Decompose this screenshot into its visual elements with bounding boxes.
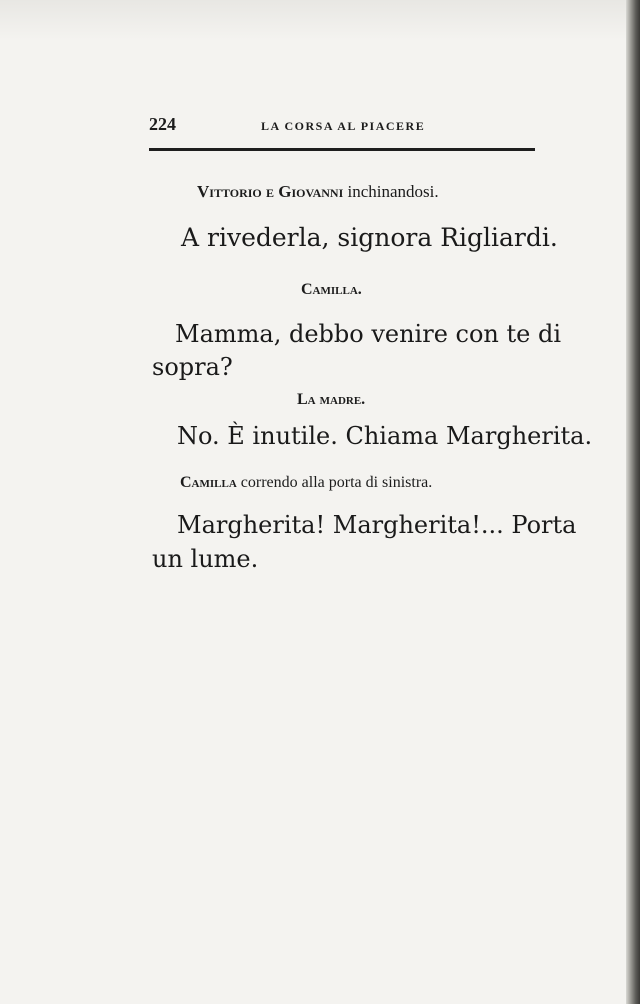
running-title: LA CORSA AL PIACERE [261,119,426,133]
stage-direction: inchinandosi. [343,182,439,201]
speaker-vittorio-giovanni [197,182,439,202]
dialogue-line-continued: sopra? [152,353,233,381]
scan-shadow-top [0,0,640,40]
page-header [149,114,535,138]
speaker-name: Vittorio e Giovanni [197,182,344,201]
speaker-la-madre [297,391,365,409]
dialogue-line-continued: un lume. [152,545,259,573]
scan-shadow-right [626,0,640,1004]
dialogue-line: No. È inutile. Chiama Margherita. [177,422,593,450]
stage-direction: correndo alla porta di sinistra. [236,474,433,491]
dialogue-line: Mamma, debbo venire con te di [175,320,562,348]
page-number: 224 [149,114,176,134]
speaker-name: Camilla [180,474,237,491]
header-rule [149,148,535,151]
dialogue-line: A rivederla, signora Rigliardi. [181,223,558,252]
dialogue-line: Margherita! Margherita!... Porta [177,511,577,539]
speaker-camilla [301,281,362,299]
speaker-camilla [180,474,432,492]
speaker-name: La madre. [297,391,366,408]
speaker-name: Camilla. [301,281,362,298]
